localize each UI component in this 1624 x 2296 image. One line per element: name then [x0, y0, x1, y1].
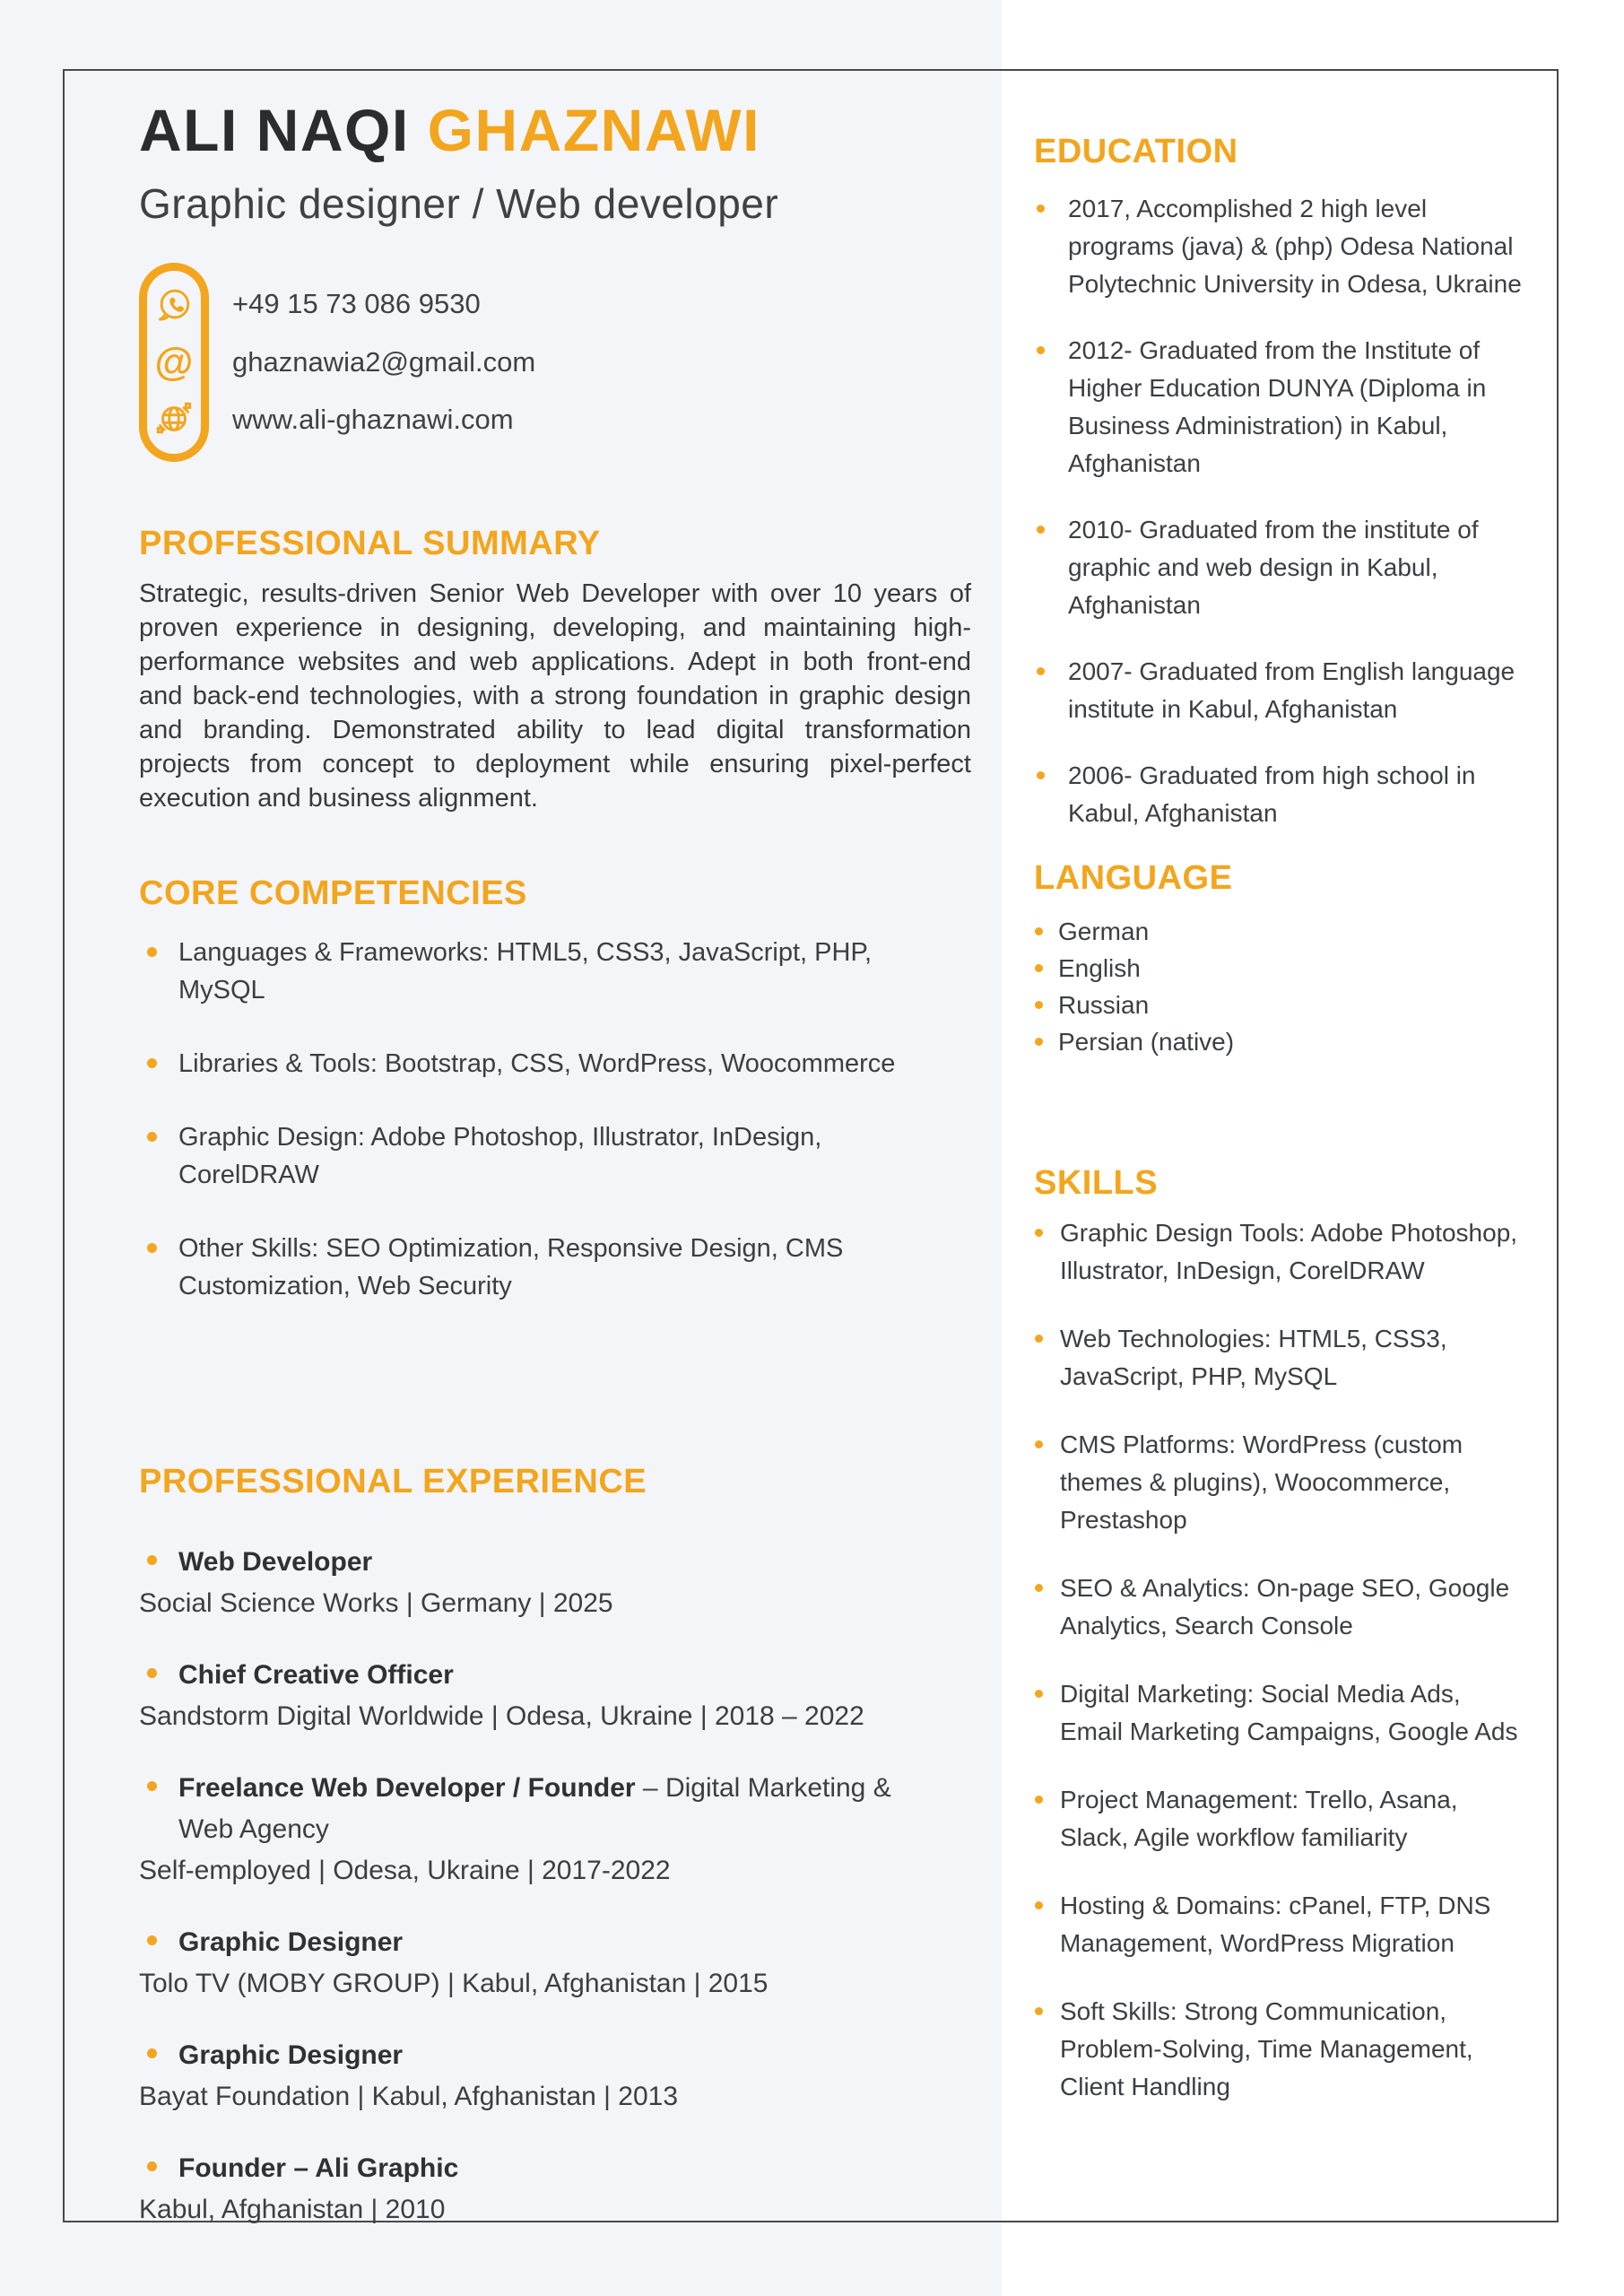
bullet-dot-icon: [1035, 1796, 1043, 1804]
summary-paragraph: Strategic, results-driven Senior Web Developer with over 10 years of proven experience in designing, developing, and maintaining high-performance websites and web applications. Adept in both front-end and back-end technologies, with a strong foundation in graphic design and branding. Demonstrated ability to lead digital transformation projects from concept to deployment while ensuring pixel-perfect execution and business alignment.: [139, 578, 971, 813]
bullet-dot-icon: [147, 1781, 157, 1791]
website-url: www.ali-ghaznawi.com: [232, 404, 514, 436]
experience-company: Kabul, Afghanistan | 2010: [139, 2194, 446, 2224]
section-heading-skills: SKILLS: [1034, 1164, 1159, 1202]
list-item: 2012- Graduated from the Institute of Higher Education DUNYA (Diploma in Business Administration) in Kabul, Afghanistan: [1034, 332, 1523, 483]
bullet-dot-icon: [1035, 964, 1043, 972]
person-name: [139, 97, 971, 163]
bullet-dot-icon: [1035, 1901, 1043, 1909]
bullet-dot-icon: [1035, 1690, 1043, 1698]
skills-list: [1034, 1214, 1523, 2106]
bullet-dot-icon: [147, 2048, 157, 2058]
experience-company: Social Science Works | Germany | 2025: [139, 1587, 613, 1618]
list-item: Graphic Design Tools: Adobe Photoshop, Illustrator, InDesign, CorelDRAW: [1034, 1214, 1523, 1290]
list-item: Web Technologies: HTML5, CSS3, JavaScript, PHP, MySQL: [1034, 1320, 1523, 1396]
experience-entry: [139, 2035, 971, 2118]
bullet-dot-icon: [1035, 927, 1043, 935]
experience-entry: [139, 2148, 971, 2231]
experience-entry: [139, 1922, 971, 2005]
phone-icon: [153, 285, 195, 326]
bullet-dot-icon: [1035, 2007, 1043, 2015]
bullet-dot-icon: [147, 947, 157, 957]
bullet-dot-icon: [147, 1243, 157, 1253]
right-column: [1034, 0, 1523, 2106]
bullet-dot-icon: [1037, 204, 1045, 213]
experience-title: Chief Creative Officer: [178, 1659, 454, 1690]
bullet-dot-icon: [147, 1668, 157, 1678]
list-item: 2010- Graduated from the institute of graphic and web design in Kabul, Afghanistan: [1034, 511, 1523, 624]
experience-title: Founder – Ali Graphic: [178, 2152, 459, 2183]
list-item: German: [1034, 913, 1523, 950]
list-item: Persian (native): [1034, 1023, 1523, 1060]
list-item: Project Management: Trello, Asana, Slack, Agile workflow familiarity: [1034, 1781, 1523, 1857]
list-item: Graphic Design: Adobe Photoshop, Illustrator, InDesign, CorelDRAW: [139, 1118, 971, 1194]
contact-lines: [232, 263, 535, 462]
list-item: 2006- Graduated from high school in Kabul, Afghanistan: [1034, 757, 1523, 832]
education-list: [1034, 190, 1523, 832]
list-item: 2007- Graduated from English language institute in Kabul, Afghanistan: [1034, 653, 1523, 728]
section-heading-language: LANGUAGE: [1034, 859, 1233, 897]
section-heading-education: EDUCATION: [1034, 133, 1238, 170]
experience-company: Bayat Foundation | Kabul, Afghanistan | 2013: [139, 2081, 679, 2111]
bullet-dot-icon: [1035, 1584, 1043, 1592]
list-item: Hosting & Domains: cPanel, FTP, DNS Management, WordPress Migration: [1034, 1887, 1523, 1962]
name-accent: GHAZNAWI: [427, 97, 760, 163]
left-column: [139, 0, 971, 2231]
bullet-dot-icon: [147, 1935, 157, 1945]
experience-company: Tolo TV (MOBY GROUP) | Kabul, Afghanistan | 2015: [139, 1968, 769, 1998]
bullet-dot-icon: [1035, 1440, 1043, 1448]
phone-number: +49 15 73 086 9530: [232, 288, 481, 320]
list-item: SEO & Analytics: On-page SEO, Google Analytics, Search Console: [1034, 1570, 1523, 1645]
list-item: English: [1034, 950, 1523, 987]
at-icon: @: [154, 339, 194, 384]
experience-title: Freelance Web Developer / Founder – Digital Marketing & Web Agency: [178, 1772, 891, 1844]
bullet-dot-icon: [1035, 1001, 1043, 1009]
section-heading-competencies: CORE COMPETENCIES: [139, 874, 527, 912]
list-item: Digital Marketing: Social Media Ads, Email Marketing Campaigns, Google Ads: [1034, 1675, 1523, 1751]
globe-icon: [153, 397, 195, 439]
experience-entry: [139, 1655, 971, 1737]
experience-company: Sandstorm Digital Worldwide | Odesa, Ukraine | 2018 – 2022: [139, 1700, 864, 1731]
bullet-dot-icon: [1035, 1335, 1043, 1343]
bullet-dot-icon: [147, 1058, 157, 1068]
experience-title: Graphic Designer: [178, 1926, 404, 1957]
bullet-dot-icon: [1037, 346, 1045, 354]
competency-list: [139, 934, 971, 1305]
bullet-dot-icon: [147, 1132, 157, 1142]
experience-title: Web Developer: [178, 1546, 373, 1577]
list-item: Libraries & Tools: Bootstrap, CSS, WordPress, Woocommerce: [139, 1045, 971, 1083]
bullet-dot-icon: [1035, 1038, 1043, 1046]
experience-list: [139, 1542, 971, 2231]
contact-card: [139, 263, 971, 462]
section-heading-summary: PROFESSIONAL SUMMARY: [139, 524, 601, 562]
experience-title: Graphic Designer: [178, 2039, 404, 2070]
section-heading-experience: PROFESSIONAL EXPERIENCE: [139, 1462, 647, 1500]
role-title: Graphic designer / Web developer: [139, 180, 779, 227]
list-item: Russian: [1034, 987, 1523, 1023]
list-item: Soft Skills: Strong Communication, Problem-Solving, Time Management, Client Handling: [1034, 1993, 1523, 2106]
name-primary: ALI NAQI: [139, 97, 410, 163]
contact-icon-capsule: [139, 263, 209, 462]
language-list: [1034, 913, 1523, 1060]
list-item: 2017, Accomplished 2 high level programs (java) & (php) Odesa National Polytechnic University in Odesa, Ukraine: [1034, 190, 1523, 303]
bullet-dot-icon: [147, 1555, 157, 1565]
list-item: Other Skills: SEO Optimization, Responsive Design, CMS Customization, Web Security: [139, 1230, 971, 1305]
experience-company: Self-employed | Odesa, Ukraine | 2017-2022: [139, 1855, 671, 1885]
email-address: ghaznawia2@gmail.com: [232, 345, 536, 378]
bullet-dot-icon: [1035, 1229, 1043, 1237]
bullet-dot-icon: [1037, 771, 1045, 779]
bullet-dot-icon: [1037, 667, 1045, 675]
experience-entry: [139, 1542, 971, 1624]
bullet-dot-icon: [147, 2161, 157, 2171]
bullet-dot-icon: [1037, 526, 1045, 534]
list-item: CMS Platforms: WordPress (custom themes & plugins), Woocommerce, Prestashop: [1034, 1426, 1523, 1539]
list-item: Languages & Frameworks: HTML5, CSS3, JavaScript, PHP, MySQL: [139, 934, 971, 1009]
experience-entry: [139, 1768, 971, 1892]
